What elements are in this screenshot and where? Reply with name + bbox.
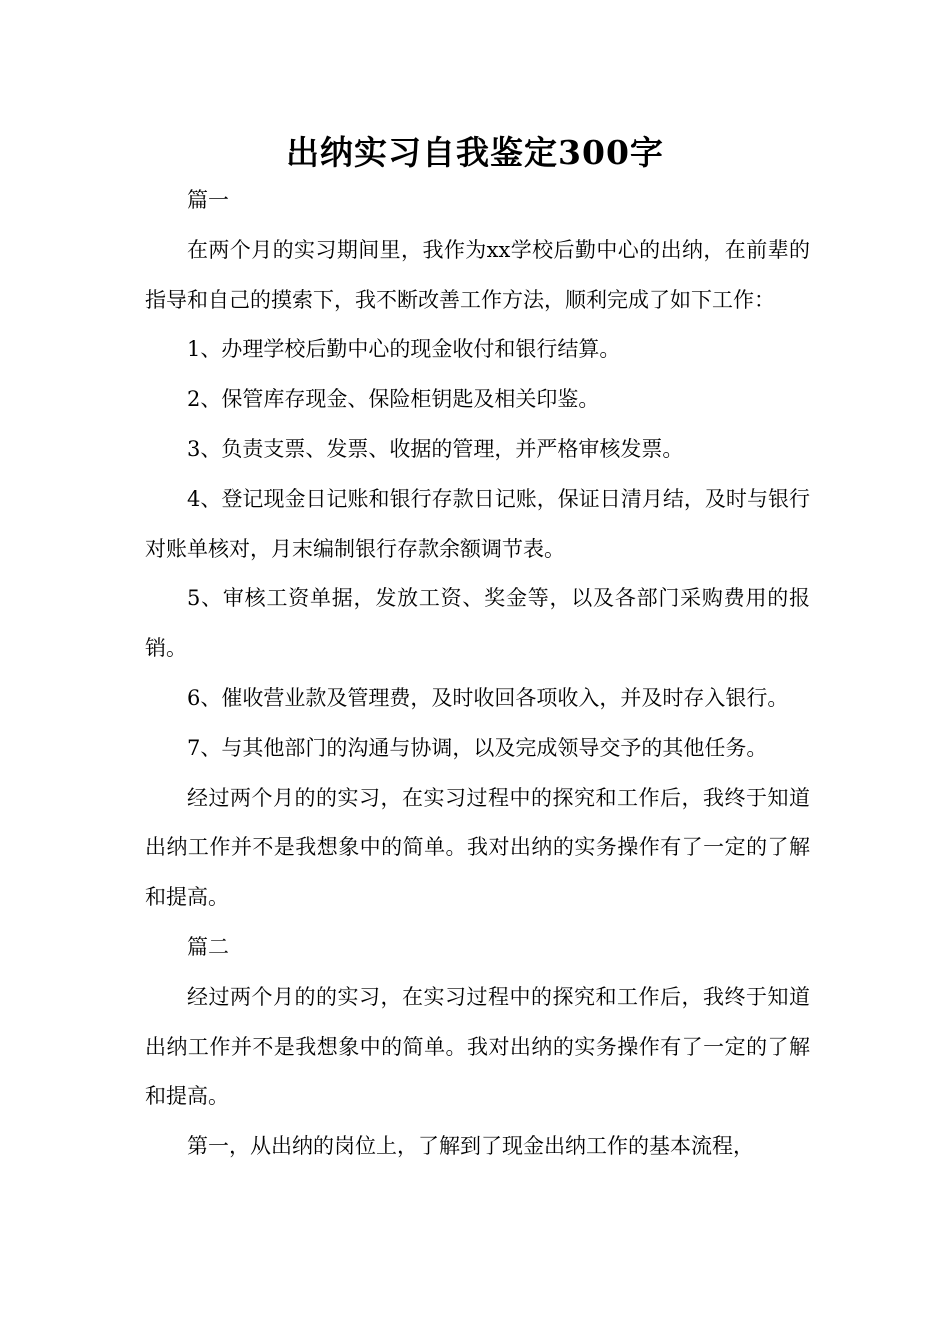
list-item-2: 2、保管库存现金、保险柜钥匙及相关印鉴。 bbox=[187, 387, 600, 412]
section-heading-2: 篇二 bbox=[187, 934, 229, 959]
list-item-4: 4、登记现金日记账和银行存款日记账，保证日清月结，及时与银行对账单核对，月末编制银行存款余额调节表。 bbox=[145, 486, 810, 561]
paragraph-intro: 在两个月的实习期间里，我作为xx学校后勤中心的出纳，在前辈的指导和自己的摸索下，我不断改善工作方法，顺利完成了如下工作： bbox=[145, 237, 810, 312]
list-item-1: 1、办理学校后勤中心的现金收付和银行结算。 bbox=[187, 337, 621, 362]
paragraph-summary-1: 经过两个月的的实习，在实习过程中的探究和工作后，我终于知道出纳工作并不是我想象中的简单。我对出纳的实务操作有了一定的了解和提高。 bbox=[145, 785, 810, 910]
section-heading-1: 篇一 bbox=[187, 188, 229, 212]
list-item-6: 6、催收营业款及管理费，及时收回各项收入，并及时存入银行。 bbox=[187, 685, 789, 710]
document-title: 出纳实习自我鉴定300字 bbox=[286, 133, 664, 172]
paragraph-summary-2: 经过两个月的的实习，在实习过程中的探究和工作后，我终于知道出纳工作并不是我想象中的简单。我对出纳的实务操作有了一定的了解和提高。 bbox=[145, 984, 810, 1109]
list-item-5: 5、审核工资单据，发放工资、奖金等，以及各部门采购费用的报销。 bbox=[145, 586, 810, 661]
document-body bbox=[145, 176, 810, 1172]
list-item-7: 7、与其他部门的沟通与协调，以及完成领导交予的其他任务。 bbox=[187, 735, 768, 760]
list-item-3: 3、负责支票、发票、收据的管理，并严格审核发票。 bbox=[187, 436, 684, 461]
paragraph-point-1: 第一，从出纳的岗位上，了解到了现金出纳工作的基本流程， bbox=[187, 1134, 754, 1159]
